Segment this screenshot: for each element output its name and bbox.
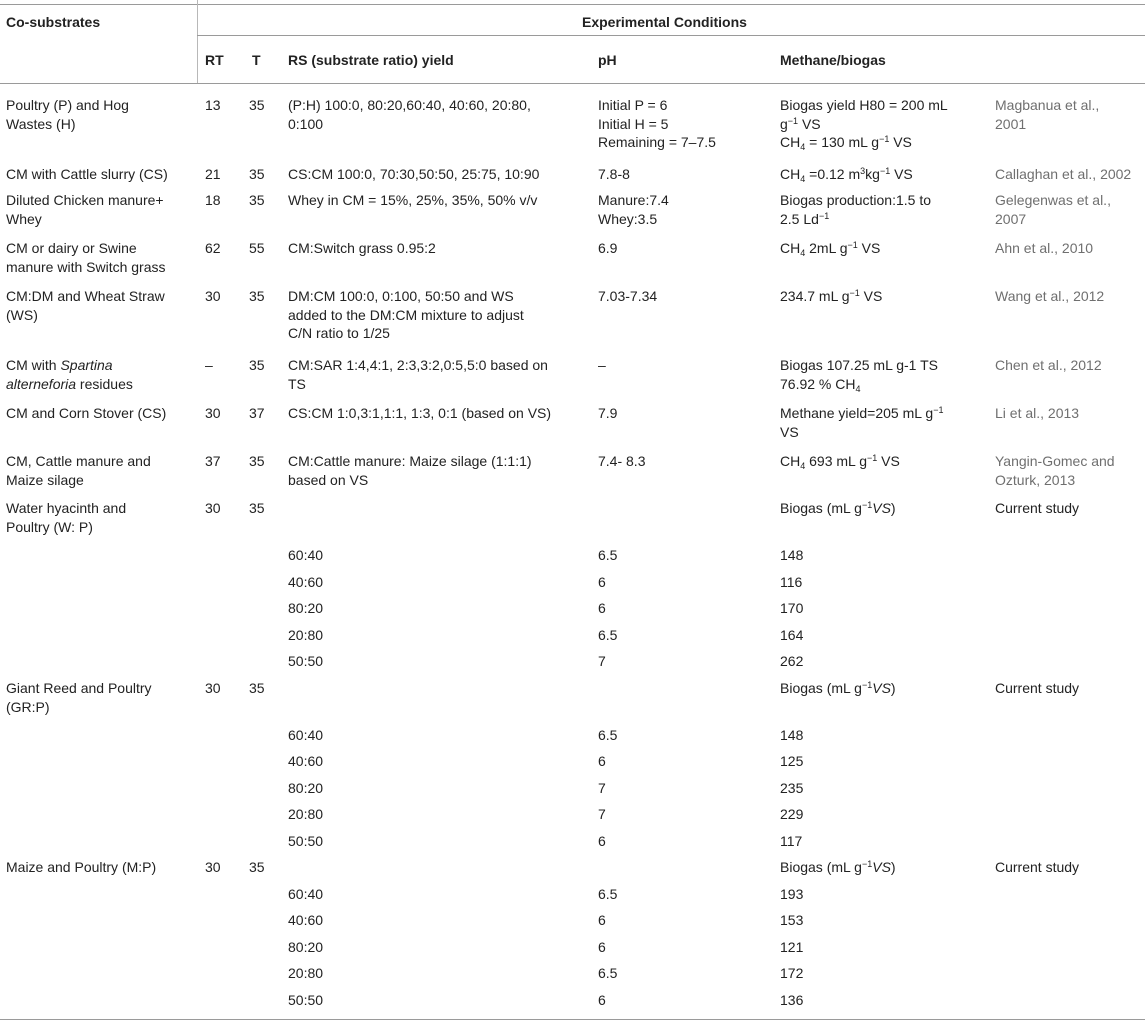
header-divider xyxy=(197,0,198,83)
cell-rt: 30 xyxy=(205,859,221,875)
cell-ph: 6 xyxy=(598,833,606,849)
header-bottom-rule xyxy=(0,83,1145,84)
cell-ph: 6.9 xyxy=(598,240,618,256)
cell-co-substrate: Maize and Poultry (M:P) xyxy=(6,859,157,875)
cell-methane-biogas: Biogas (mL $g^{-1}VS$) xyxy=(780,680,896,696)
cell-substrate-ratio: 60:40 xyxy=(288,547,324,563)
cell-substrate-ratio: 20:80 xyxy=(288,806,324,822)
cell-t: 35 xyxy=(249,859,265,875)
cell-methane-biogas: $CH_4$ 2mL $g^{-1}$ VS xyxy=(780,240,881,258)
cell-methane-biogas: 235 xyxy=(780,780,804,796)
cell-substrate-ratio: 20:80 xyxy=(288,965,324,981)
cell-substrate-ratio: CM:Cattle manure: Maize silage (1:1:1) based on VS xyxy=(288,453,532,488)
cell-methane-biogas: Biogas (mL $g^{-1}VS$) xyxy=(780,500,896,516)
cell-substrate-ratio: 80:20 xyxy=(288,780,324,796)
cell-ph: 6.5 xyxy=(598,886,618,902)
cell-ph: 6.5 xyxy=(598,547,618,563)
cell-rt: 30 xyxy=(205,500,221,516)
cell-methane-biogas: 125 xyxy=(780,753,804,769)
cell-ph: 6 xyxy=(598,600,606,616)
cell-methane-biogas: $CH_4$ 693 mL $g^{-1}$ VS xyxy=(780,453,900,471)
cell-methane-biogas: 116 xyxy=(780,574,803,590)
cell-ph: 6.5 xyxy=(598,727,618,743)
cell-substrate-ratio: 50:50 xyxy=(288,992,324,1008)
cell-substrate-ratio: CM:SAR 1:4,4:1, 2:3,3:2,0:5,5:0 based on TS xyxy=(288,357,548,392)
header-rt: RT xyxy=(205,52,224,68)
cell-methane-biogas: 262 xyxy=(780,653,804,669)
cell-ph: 6.5 xyxy=(598,965,618,981)
cell-substrate-ratio: 60:40 xyxy=(288,727,324,743)
cell-co-substrate: CM with Spartina alterneforia residues xyxy=(6,357,133,392)
cell-co-substrate: Giant Reed and Poultry (GR:P) xyxy=(6,680,152,715)
cell-ph: – xyxy=(598,357,606,373)
cell-t: 35 xyxy=(249,192,265,208)
cell-rt: 30 xyxy=(205,680,221,696)
cell-ph: 6 xyxy=(598,992,606,1008)
cell-ph: 7.4- 8.3 xyxy=(598,453,646,469)
cell-methane-biogas: Biogas yield H80 = 200 mL $g^{-1}$ VS $CH_4 = 130$ mL $g^{-1}$ VS xyxy=(780,97,948,152)
cell-rt: 30 xyxy=(205,405,221,421)
cell-rt: 37 xyxy=(205,453,221,469)
cell-substrate-ratio: 80:20 xyxy=(288,939,324,955)
cell-substrate-ratio: (P:H) 100:0, 80:20,60:40, 40:60, 20:80, 0:100 xyxy=(288,97,531,132)
cell-rt: 21 xyxy=(205,166,221,182)
cell-substrate-ratio: CS:CM 1:0,3:1,1:1, 1:3, 0:1 (based on VS) xyxy=(288,405,552,421)
cell-methane-biogas: 229 xyxy=(780,806,804,822)
cell-ph: 7.03-7.34 xyxy=(598,288,658,304)
cell-methane-biogas: 148 xyxy=(780,727,804,743)
cell-substrate-ratio: 20:80 xyxy=(288,627,324,643)
cell-methane-biogas: $CH_4 =0.12$ $m^3kg^{-1}$ VS xyxy=(780,166,913,184)
cell-ph: Initial P = 6 Initial H = 5 Remaining = 7–7.5 xyxy=(598,97,716,150)
header-t: T xyxy=(252,52,261,68)
header-experimental-conditions: Experimental Conditions xyxy=(582,14,747,30)
cell-methane-biogas: 170 xyxy=(780,600,804,616)
cell-rt: 62 xyxy=(205,240,221,256)
cell-methane-biogas: Biogas production:1.5 to 2.5 $Ld^{-1}$ xyxy=(780,192,931,227)
cell-co-substrate: Poultry (P) and Hog Wastes (H) xyxy=(6,97,129,132)
cell-methane-biogas: 172 xyxy=(780,965,804,981)
cell-ph: 7 xyxy=(598,806,606,822)
cell-reference: Current study xyxy=(995,500,1080,516)
cell-substrate-ratio: 50:50 xyxy=(288,833,324,849)
cell-ph: 7.9 xyxy=(598,405,618,421)
bottom-rule xyxy=(0,1019,1145,1020)
cell-methane-biogas: Biogas (mL $g^{-1}VS$) xyxy=(780,859,896,875)
cell-substrate-ratio: 40:60 xyxy=(288,574,324,590)
cell-rt: – xyxy=(205,357,213,373)
cell-t: 35 xyxy=(249,357,265,373)
cell-substrate-ratio: 80:20 xyxy=(288,600,324,616)
cell-methane-biogas: Biogas 107.25 mL g-1 TS 76.92 % $CH_4$ xyxy=(780,357,938,394)
cell-methane-biogas: 136 xyxy=(780,992,804,1008)
cell-substrate-ratio: 50:50 xyxy=(288,653,324,669)
cell-ph: 6 xyxy=(598,574,606,590)
cell-methane-biogas: 193 xyxy=(780,886,804,902)
cell-rt: 13 xyxy=(205,97,221,113)
cell-reference: Magbanua et al., 2001 xyxy=(995,97,1100,132)
cell-co-substrate: Diluted Chicken manure+ Whey xyxy=(6,192,164,227)
cell-methane-biogas: 121 xyxy=(780,939,804,955)
cell-t: 35 xyxy=(249,97,265,113)
cell-reference: Current study xyxy=(995,859,1080,875)
cell-reference: Current study xyxy=(995,680,1080,696)
cell-ph: 7 xyxy=(598,780,606,796)
cell-methane-biogas: 117 xyxy=(780,833,803,849)
cell-substrate-ratio: 60:40 xyxy=(288,886,324,902)
cell-substrate-ratio: CM:Switch grass 0.95:2 xyxy=(288,240,436,256)
header-methane: Methane/biogas xyxy=(780,52,886,68)
cell-t: 35 xyxy=(249,453,265,469)
cell-co-substrate: CM:DM and Wheat Straw (WS) xyxy=(6,288,165,323)
subheader-rule xyxy=(197,35,1145,36)
cell-ph: Manure:7.4 Whey:3.5 xyxy=(598,192,669,227)
cell-ph: 6 xyxy=(598,753,606,769)
cell-reference: Wang et al., 2012 xyxy=(995,288,1105,304)
cell-reference: Ahn et al., 2010 xyxy=(995,240,1094,256)
cell-co-substrate: CM with Cattle slurry (CS) xyxy=(6,166,168,182)
cell-reference: Callaghan et al., 2002 xyxy=(995,166,1132,182)
top-rule xyxy=(0,4,1145,5)
cell-co-substrate: Water hyacinth and Poultry (W: P) xyxy=(6,500,127,535)
cell-rt: 30 xyxy=(205,288,221,304)
header-ph: pH xyxy=(598,52,617,68)
cell-ph: 6 xyxy=(598,939,606,955)
cell-reference: Li et al., 2013 xyxy=(995,405,1080,421)
cell-methane-biogas: Methane yield=205 mL $g^{-1}$ VS xyxy=(780,405,944,440)
cell-ph: 7.8-8 xyxy=(598,166,630,182)
cell-substrate-ratio: CS:CM 100:0, 70:30,50:50, 25:75, 10:90 xyxy=(288,166,540,182)
cell-co-substrate: CM or dairy or Swine manure with Switch grass xyxy=(6,240,166,275)
cell-methane-biogas: 148 xyxy=(780,547,804,563)
cell-methane-biogas: 153 xyxy=(780,912,804,928)
cell-t: 35 xyxy=(249,680,265,696)
cell-ph: 6 xyxy=(598,912,606,928)
cell-substrate-ratio: DM:CM 100:0, 0:100, 50:50 and WS added to the DM:CM mixture to adjust C/N ratio to 1/25 xyxy=(288,288,524,341)
cell-reference: Yangin-Gomec and Ozturk, 2013 xyxy=(995,453,1115,488)
cell-substrate-ratio: 40:60 xyxy=(288,753,324,769)
cell-ph: 6.5 xyxy=(598,627,618,643)
header-rs: RS (substrate ratio) yield xyxy=(288,52,454,68)
header-co-substrates: Co-substrates xyxy=(6,14,101,30)
cell-rt: 18 xyxy=(205,192,221,208)
cell-t: 37 xyxy=(249,405,265,421)
cell-methane-biogas: 164 xyxy=(780,627,804,643)
cell-co-substrate: CM, Cattle manure and Maize silage xyxy=(6,453,151,488)
cell-t: 35 xyxy=(249,500,265,516)
cell-reference: Gelegenwas et al., 2007 xyxy=(995,192,1111,227)
cell-substrate-ratio: Whey in CM = 15%, 25%, 35%, 50% v/v xyxy=(288,192,538,208)
cell-t: 55 xyxy=(249,240,265,256)
cell-co-substrate: CM and Corn Stover (CS) xyxy=(6,405,167,421)
cell-reference: Chen et al., 2012 xyxy=(995,357,1102,373)
cell-t: 35 xyxy=(249,288,265,304)
cell-t: 35 xyxy=(249,166,265,182)
cell-ph: 7 xyxy=(598,653,606,669)
cell-methane-biogas: 234.7 mL $g^{-1}$ VS xyxy=(780,288,883,304)
cell-substrate-ratio: 40:60 xyxy=(288,912,324,928)
